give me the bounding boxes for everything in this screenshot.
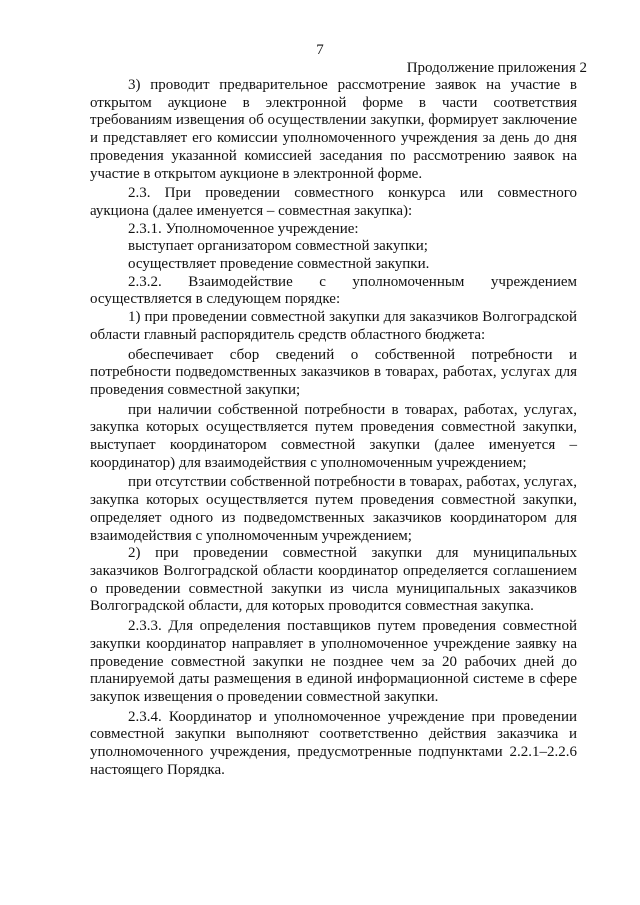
paragraph-section-2-3-2: 2.3.2. Взаимодействие с уполномоченным учреждением осуществляется в следующем порядке: (90, 273, 577, 308)
paragraph-section-2-3-4: 2.3.4. Координатор и уполномоченное учреждение при проведении совместной закупки выполняют соответственно действия заказчика и уполномоченного учреждения, предусмотренные подпунктами 2.2.1–2.2.6 настоящего Порядка. (90, 708, 577, 778)
paragraph-section-2-3: 2.3. При проведении совместного конкурса или совместного аукциона (далее именуется – совместная закупка): (90, 185, 577, 219)
paragraph-organizer: выступает организатором совместной закупки; (128, 238, 428, 255)
paragraph-section-2-3-3: 2.3.3. Для определения поставщиков путем проведения совместной закупки координатор направляет в уполномоченное учреждение заявку на проведение совместной закупки не позднее чем за 20 рабочих дней до планируемой даты размещения в единой информационной системе в сфере закупок извещения о проведении совместной закупки. (90, 618, 577, 705)
page-number: 7 (316, 42, 324, 58)
paragraph-item-2: 2) при проведении совместной закупки для муниципальных заказчиков Волгоградской области координатор определяется соглашением о проведении совместной закупки из числа муниципальных заказчиков Волгоградской области, для которых проводится совместная закупка. (90, 545, 577, 615)
paragraph-item-1: 1) при проведении совместной закупки для заказчиков Волгоградской области главный распорядитель средств областного бюджета: (90, 309, 577, 343)
paragraph-collects-info: обеспечивает сбор сведений о собственной потребности и потребности подведомственных заказчиков в товарах, работах, услугах для проведения совместной закупки; (90, 346, 577, 398)
paragraph-conducts: осуществляет проведение совместной закупки. (128, 256, 430, 273)
paragraph-item-3: 3) проводит предварительное рассмотрение заявок на участие в открытом аукционе в электронной форме в части соответствия требованиям извещения об осуществлении закупки, формирует заключение и представляет его комиссии уполномоченного учреждения за день до дня проведения указанной комиссией заседания по рассмотрению заявок на участие в открытом аукционе в электронной форме. (90, 77, 577, 182)
document-body (90, 77, 577, 779)
paragraph-without-own-needs: при отсутствии собственной потребности в товарах, работах, услугах, закупка которых осуществляется путем проведения совместной закупки, определяет одного из подведомственных заказчиков координатором для взаимодействия с уполномоченным учреждением; (90, 474, 577, 544)
paragraph-section-2-3-1: 2.3.1. Уполномоченное учреждение: (128, 220, 359, 237)
paragraph-with-own-needs: при наличии собственной потребности в товарах, работах, услугах, закупка которых осуществляется путем проведения совместной закупки, выступает координатором совместной закупки (далее именуется – координатор) для взаимодействия с уполномоченным учреждением; (90, 401, 577, 471)
continuation-header: Продолжение приложения 2 (406, 60, 587, 76)
